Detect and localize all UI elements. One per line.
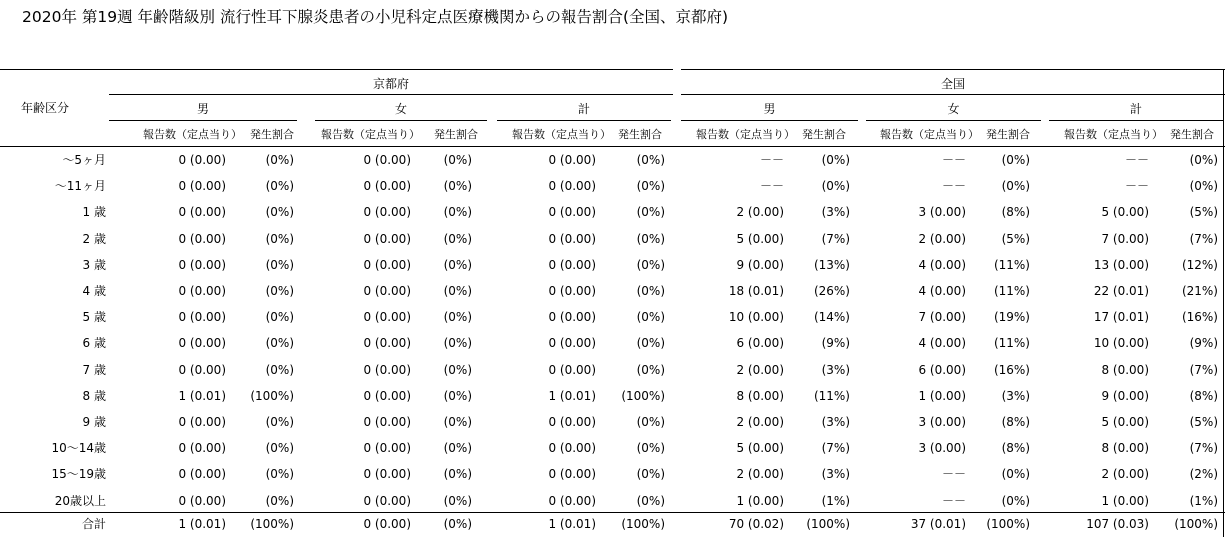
table-row-count: 0 (0.00) [548,153,596,167]
table-row-ratio: (100%) [621,389,665,403]
table-row-age: 3 歳 [82,258,106,272]
table-row-count: 0 (0.00) [178,467,226,481]
count-col-header: 報告数（定点当り） [1064,128,1163,141]
table-row-count: 0 (0.00) [363,441,411,455]
table-row-ratio: (0%) [636,153,665,167]
table-row-ratio: (1%) [1189,494,1218,508]
total-row-count: 107 (0.03) [1086,517,1149,531]
table-row-ratio: (0%) [265,310,294,324]
total-row-ratio: (100%) [986,517,1030,531]
table-row-ratio: (0%) [443,494,472,508]
table-row-ratio: (11%) [993,258,1030,272]
table-row-ratio: (0%) [636,494,665,508]
sex-divider-4 [866,120,1041,121]
table-right-border [1223,69,1224,537]
table-row-count: －－ [941,467,966,481]
table-row-ratio: (1%) [821,494,850,508]
total-row-age: 合計 [81,517,106,531]
table-row-ratio: (3%) [821,363,850,377]
table-row-count: 0 (0.00) [548,336,596,350]
sex-header: 男 [196,102,209,116]
table-row-count: －－ [1124,179,1149,193]
table-row-ratio: (8%) [1001,441,1030,455]
table-row-count: 2 (0.00) [918,232,966,246]
table-row-ratio: (0%) [636,258,665,272]
table-row-ratio: (0%) [636,205,665,219]
table-row-count: 0 (0.00) [178,336,226,350]
table-row-count: 2 (0.00) [736,363,784,377]
table-row-ratio: (0%) [265,153,294,167]
table-row-ratio: (0%) [443,179,472,193]
table-row-count: 0 (0.00) [548,441,596,455]
table-row-count: 0 (0.00) [178,153,226,167]
table-row-ratio: (16%) [1181,310,1218,324]
table-row-count: 7 (0.00) [1101,232,1149,246]
table-row-count: 0 (0.00) [363,494,411,508]
table-row-count: 10 (0.00) [1093,336,1149,350]
table-row-count: 0 (0.00) [363,415,411,429]
table-row-count: －－ [759,153,784,167]
table-row-count: 8 (0.00) [1101,363,1149,377]
table-row-count: 3 (0.00) [918,205,966,219]
table-row-age: 10〜14歳 [51,441,106,455]
table-row-ratio: (5%) [1189,205,1218,219]
sex-header: 男 [763,102,776,116]
table-row-count: 0 (0.00) [363,232,411,246]
table-row-ratio: (0%) [1001,153,1030,167]
table-row-count: 0 (0.00) [363,258,411,272]
table-row-ratio: (0%) [821,153,850,167]
table-row-age: 15〜19歳 [51,467,106,481]
table-row-ratio: (9%) [821,336,850,350]
table-row-ratio: (11%) [993,284,1030,298]
table-row-count: 5 (0.00) [1101,205,1149,219]
table-row-age: 20歳以上 [54,494,106,508]
table-row-count: 5 (0.00) [736,232,784,246]
table-row-ratio: (0%) [265,205,294,219]
table-row-age: 5 歳 [82,310,106,324]
table-row-count: 0 (0.00) [363,389,411,403]
table-row-ratio: (0%) [265,494,294,508]
sex-header: 計 [1129,102,1142,116]
table-row-ratio: (7%) [1189,232,1218,246]
total-row-ratio: (100%) [806,517,850,531]
table-row-ratio: (0%) [443,258,472,272]
total-top-border [0,512,1225,513]
table-top-border-kyoto [0,69,673,70]
table-row-count: 2 (0.00) [736,467,784,481]
table-row-ratio: (3%) [821,205,850,219]
table-row-age: 〜11ヶ月 [54,179,106,193]
total-row-ratio: (100%) [250,517,294,531]
table-row-ratio: (7%) [821,441,850,455]
table-row-count: 0 (0.00) [178,310,226,324]
age-col-header: 年齢区分 [20,101,69,115]
table-row-ratio: (7%) [821,232,850,246]
table-row-ratio: (5%) [1001,232,1030,246]
table-row-ratio: (3%) [1001,389,1030,403]
table-row-ratio: (0%) [636,415,665,429]
table-row-ratio: (8%) [1189,389,1218,403]
table-row-ratio: (0%) [265,284,294,298]
table-row-ratio: (0%) [443,310,472,324]
table-row-count: －－ [941,153,966,167]
table-row-ratio: (0%) [443,205,472,219]
count-col-header: 報告数（定点当り） [321,128,420,141]
table-row-ratio: (0%) [1189,179,1218,193]
total-row-ratio: (100%) [1174,517,1218,531]
table-row-ratio: (0%) [443,284,472,298]
table-row-count: 0 (0.00) [178,284,226,298]
total-row-count: 1 (0.01) [178,517,226,531]
table-row-count: 0 (0.00) [178,258,226,272]
table-row-ratio: (0%) [636,363,665,377]
table-row-ratio: (0%) [1189,153,1218,167]
table-row-count: 0 (0.00) [548,205,596,219]
table-row-count: 1 (0.01) [548,389,596,403]
table-row-count: 0 (0.00) [548,494,596,508]
table-row-ratio: (0%) [443,153,472,167]
table-row-count: 0 (0.00) [548,363,596,377]
sex-header: 計 [577,102,590,116]
table-row-count: 0 (0.00) [548,232,596,246]
table-row-ratio: (16%) [993,363,1030,377]
region-divider-kyoto [109,94,673,95]
table-row-ratio: (0%) [443,363,472,377]
sex-divider-5 [1049,120,1223,121]
table-row-ratio: (0%) [265,441,294,455]
table-row-ratio: (5%) [1189,415,1218,429]
table-row-count: 6 (0.00) [918,363,966,377]
table-row-count: 0 (0.00) [548,415,596,429]
region-header-national: 全国 [940,77,965,91]
table-row-count: 3 (0.00) [918,441,966,455]
table-row-ratio: (8%) [1001,415,1030,429]
table-row-age: 2 歳 [82,232,106,246]
table-row-ratio: (21%) [1181,284,1218,298]
table-row-ratio: (0%) [443,232,472,246]
table-row-count: 5 (0.00) [1101,415,1149,429]
table-row-count: 22 (0.01) [1093,284,1149,298]
table-row-ratio: (0%) [636,232,665,246]
sex-divider-3 [681,120,858,121]
total-row-ratio: (100%) [621,517,665,531]
table-row-ratio: (0%) [443,415,472,429]
ratio-col-header: 発生割合 [618,128,662,141]
table-row-ratio: (0%) [636,441,665,455]
table-row-ratio: (0%) [636,336,665,350]
table-row-ratio: (0%) [821,179,850,193]
table-row-count: 8 (0.00) [1101,441,1149,455]
table-row-count: 0 (0.00) [548,467,596,481]
table-row-ratio: (0%) [265,363,294,377]
table-row-count: 9 (0.00) [1101,389,1149,403]
table-row-ratio: (7%) [1189,441,1218,455]
table-row-count: 1 (0.00) [1101,494,1149,508]
table-row-ratio: (3%) [821,415,850,429]
table-row-count: 8 (0.00) [736,389,784,403]
table-row-count: 0 (0.00) [548,284,596,298]
table-row-count: 13 (0.00) [1093,258,1149,272]
table-row-ratio: (0%) [265,415,294,429]
count-col-header: 報告数（定点当り） [143,128,242,141]
table-row-count: 2 (0.00) [736,205,784,219]
ratio-col-header: 発生割合 [802,128,846,141]
table-row-count: 1 (0.01) [178,389,226,403]
table-row-count: 0 (0.00) [178,415,226,429]
table-row-count: 5 (0.00) [736,441,784,455]
sex-divider-2 [497,120,671,121]
table-row-count: 0 (0.00) [363,467,411,481]
table-row-age: 〜5ヶ月 [62,153,106,167]
table-row-ratio: (9%) [1189,336,1218,350]
table-row-ratio: (13%) [813,258,850,272]
sex-header: 女 [947,102,960,116]
table-row-count: 1 (0.00) [736,494,784,508]
sex-header: 女 [394,102,407,116]
table-row-count: 18 (0.01) [728,284,784,298]
table-row-age: 9 歳 [82,415,106,429]
count-col-header: 報告数（定点当り） [880,128,979,141]
table-row-age: 6 歳 [82,336,106,350]
table-row-count: －－ [1124,153,1149,167]
table-row-ratio: (0%) [636,467,665,481]
table-row-ratio: (0%) [443,389,472,403]
table-row-count: 17 (0.01) [1093,310,1149,324]
table-row-count: 0 (0.00) [178,363,226,377]
table-row-ratio: (3%) [821,467,850,481]
table-row-ratio: (0%) [443,336,472,350]
total-row-count: 0 (0.00) [363,517,411,531]
table-row-ratio: (11%) [813,389,850,403]
total-row-count: 37 (0.01) [910,517,966,531]
table-top-border-national [681,69,1225,70]
total-row-count: 70 (0.02) [728,517,784,531]
table-row-ratio: (100%) [250,389,294,403]
table-row-ratio: (0%) [1001,179,1030,193]
ratio-col-header: 発生割合 [986,128,1030,141]
table-row-count: 0 (0.00) [178,494,226,508]
table-row-ratio: (19%) [993,310,1030,324]
table-row-count: 2 (0.00) [736,415,784,429]
table-row-count: 4 (0.00) [918,284,966,298]
region-divider-national [681,94,1225,95]
table-row-count: 0 (0.00) [178,441,226,455]
table-row-count: 10 (0.00) [728,310,784,324]
ratio-col-header: 発生割合 [434,128,478,141]
count-col-header: 報告数（定点当り） [512,128,611,141]
table-row-count: 0 (0.00) [178,232,226,246]
table-row-count: 7 (0.00) [918,310,966,324]
table-row-ratio: (0%) [265,258,294,272]
count-col-header: 報告数（定点当り） [696,128,795,141]
table-row-count: 4 (0.00) [918,258,966,272]
table-row-ratio: (0%) [265,179,294,193]
table-row-ratio: (0%) [265,467,294,481]
table-row-ratio: (0%) [636,310,665,324]
page-title: 2020年 第19週 年齢階級別 流行性耳下腺炎患者の小児科定点医療機関からの報告割合(全国、京都府) [22,8,729,26]
table-row-age: 8 歳 [82,389,106,403]
table-row-count: 0 (0.00) [363,284,411,298]
table-row-count: 0 (0.00) [548,310,596,324]
sex-divider-1 [315,120,487,121]
table-row-age: 7 歳 [82,363,106,377]
table-row-ratio: (8%) [1001,205,1030,219]
table-row-count: －－ [759,179,784,193]
table-row-count: 0 (0.00) [548,258,596,272]
table-row-ratio: (0%) [636,284,665,298]
table-row-ratio: (0%) [1001,494,1030,508]
table-row-count: 0 (0.00) [548,179,596,193]
table-row-ratio: (0%) [265,232,294,246]
table-row-ratio: (7%) [1189,363,1218,377]
table-row-count: 6 (0.00) [736,336,784,350]
table-row-ratio: (0%) [636,179,665,193]
table-row-count: 1 (0.00) [918,389,966,403]
table-row-count: －－ [941,179,966,193]
total-row-count: 1 (0.01) [548,517,596,531]
table-row-ratio: (0%) [265,336,294,350]
table-row-age: 4 歳 [82,284,106,298]
table-row-ratio: (12%) [1181,258,1218,272]
table-row-count: 0 (0.00) [363,336,411,350]
table-row-count: 0 (0.00) [178,179,226,193]
table-row-count: 9 (0.00) [736,258,784,272]
region-header-kyoto: 京都府 [372,77,409,91]
table-row-ratio: (0%) [443,467,472,481]
table-row-ratio: (14%) [813,310,850,324]
header-bottom-border [0,146,1225,147]
table-row-count: 0 (0.00) [363,179,411,193]
table-row-ratio: (0%) [1001,467,1030,481]
table-row-count: 0 (0.00) [363,153,411,167]
table-row-count: 0 (0.00) [363,205,411,219]
table-row-ratio: (0%) [443,441,472,455]
table-row-count: 0 (0.00) [363,363,411,377]
table-row-count: 0 (0.00) [363,310,411,324]
table-row-ratio: (2%) [1189,467,1218,481]
table-row-count: 0 (0.00) [178,205,226,219]
table-row-ratio: (11%) [993,336,1030,350]
table-row-age: 1 歳 [82,205,106,219]
table-row-count: 3 (0.00) [918,415,966,429]
table-row-count: 4 (0.00) [918,336,966,350]
table-row-ratio: (26%) [813,284,850,298]
ratio-col-header: 発生割合 [250,128,294,141]
sex-divider-0 [109,120,297,121]
table-row-count: －－ [941,494,966,508]
table-row-count: 2 (0.00) [1101,467,1149,481]
total-row-ratio: (0%) [443,517,472,531]
ratio-col-header: 発生割合 [1170,128,1214,141]
